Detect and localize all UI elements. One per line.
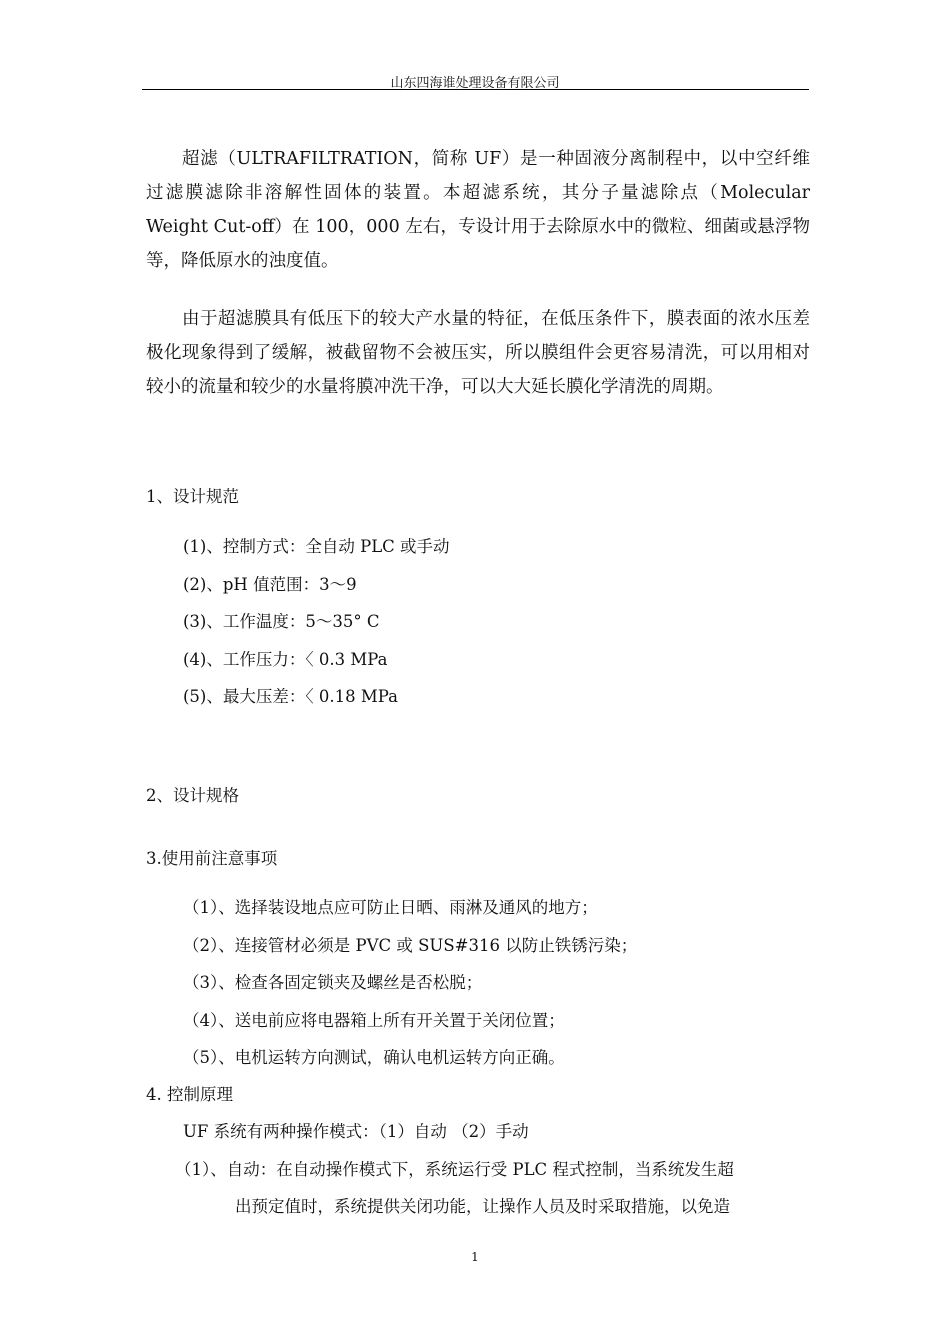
section-4-heading: 4. 控制原理 [146, 1085, 233, 1104]
precaution-item-3: （3）、检查各固定锁夹及螺丝是否松脱； [183, 973, 483, 992]
auto-mode-line-1: （1）、自动：在自动操作模式下，系统运行受 PLC 程式控制，当系统发生超 [175, 1160, 734, 1179]
header-rule [142, 89, 809, 90]
section-2-heading: 2、设计规格 [146, 786, 239, 805]
spec-item-5: (5)、最大压差：〈 0.18 MPa [183, 687, 398, 706]
spec-item-2: (2)、pH 值范围：3～9 [183, 575, 357, 594]
page-header: 山东四海谁处理设备有限公司 [390, 76, 560, 91]
operation-modes: UF 系统有两种操作模式：（1）自动 （2）手动 [183, 1122, 529, 1141]
precaution-item-1: （1）、选择装设地点应可防止日晒、雨淋及通风的地方； [183, 898, 598, 917]
auto-mode-line-2: 出预定值时，系统提供关闭功能，让操作人员及时采取措施，以免造 [235, 1197, 730, 1216]
section-3-heading: 3.使用前注意事项 [146, 849, 278, 868]
precaution-item-2: （2）、连接管材必须是 PVC 或 SUS#316 以防止铁锈污染； [183, 936, 638, 955]
intro-paragraph-1: 超滤（ULTRAFILTRATION，简称 UF）是一种固液分离制程中，以中空纤维过滤膜滤除非溶解性固体的装置。本超滤系统，其分子量滤除点（Molecular Weight Cut-off）在 100，000 左右，专设计用于去除原水中的微粒、细菌或悬浮物等，降低原水的浊度值。 [146, 149, 810, 271]
spec-item-3: (3)、工作温度：5～35° C [183, 612, 380, 631]
section-1-heading: 1、设计规范 [146, 487, 239, 506]
spec-item-4: (4)、工作压力：〈 0.3 MPa [183, 650, 388, 669]
spec-item-1: (1)、控制方式：全自动 PLC 或手动 [183, 537, 450, 556]
precaution-item-5: （5）、电机运转方向测试，确认电机运转方向正确。 [183, 1048, 565, 1067]
intro-paragraph-2: 由于超滤膜具有低压下的较大产水量的特征，在低压条件下，膜表面的浓水压差极化现象得到了缓解，被截留物不会被压实，所以膜组件会更容易清洗，可以用相对较小的流量和较少的水量将膜冲洗干净，可以大大延长膜化学清洗的周期。 [146, 309, 810, 397]
precaution-item-4: （4）、送电前应将电器箱上所有开关置于关闭位置； [183, 1011, 565, 1030]
page-number: 1 [471, 1250, 479, 1264]
